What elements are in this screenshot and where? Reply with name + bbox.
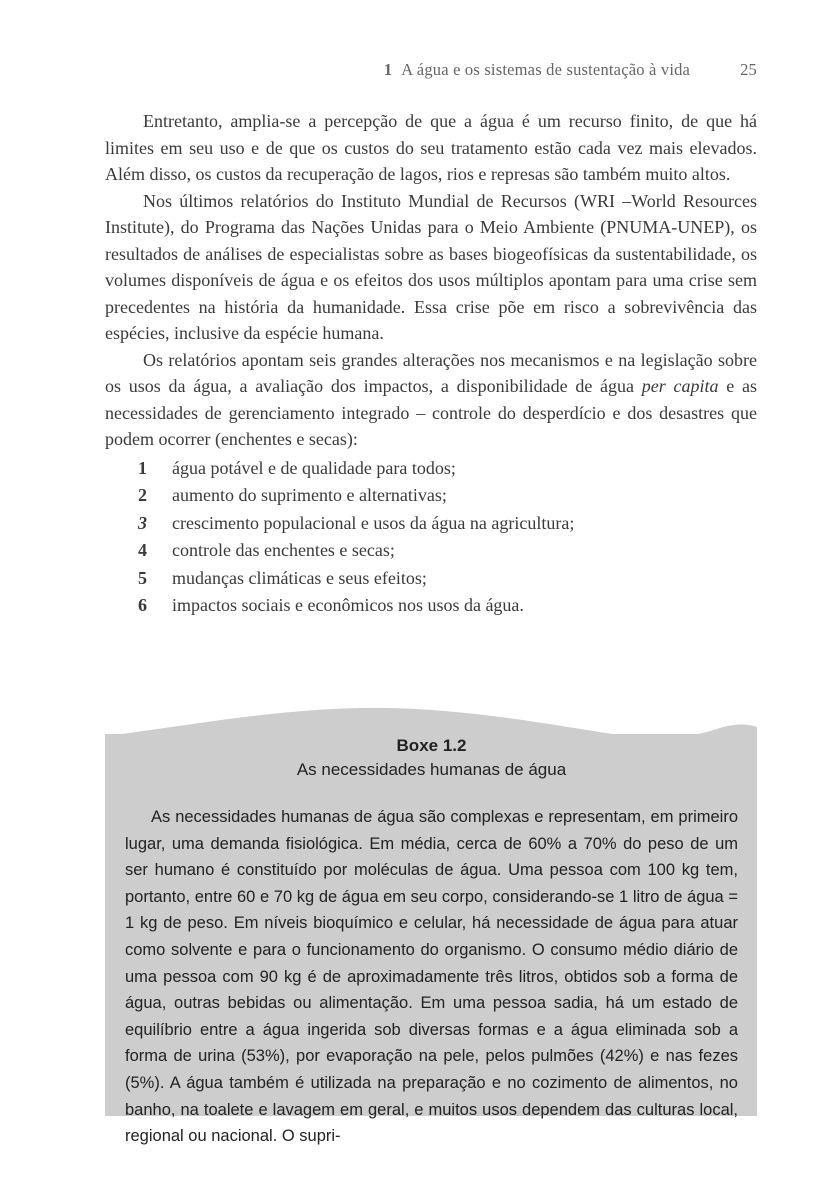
list-item-text: água potável e de qualidade para todos; [172, 457, 456, 478]
paragraph-3-before: Os relatórios apontam seis grandes alterações nos mecanismos e na legislação sobre os usos da água, a avaliação dos impactos, a disponibilidade de água [105, 349, 757, 396]
list-item-number: 1 [138, 457, 147, 478]
box-text: As necessidades humanas de água são complexas e representam, em primeiro lugar, uma demanda fisiológica. Em média, cerca de 60% a 70% do peso de um ser humano é constituído por moléculas de água. Uma pessoa com 100 kg tem, portanto, entre 60 e 70 kg de água em seu corpo, considerando-se 1 litro de água = 1 kg de peso. Em níveis bioquímico e celular, há necessidade de água para atuar como solvente e para o funcionamento do organismo. O consumo médio diário de uma pessoa com 90 kg é de aproximadamente três litros, obtidos sob a forma de água, outras bebidas ou alimentação. Em uma pessoa sadia, há um estado de equilíbrio entre a água ingerida sob diversas formas e a água eliminada sob a forma de urina (53%), por evaporação na pele, pelos pulmões (42%) e nas fezes (5%). A água também é utilizada na preparação e no cozimento de alimentos, no banho, na toalete e lavagem em geral, e muitos usos dependem das culturas local, regional ou nacional. O supri- [125, 808, 738, 1146]
chapter-title: A água e os sistemas de sustentação à vida [401, 60, 691, 79]
list-item-text: aumento do suprimento e alternativas; [172, 485, 447, 505]
list-item-number: 6 [138, 595, 147, 615]
paragraph-3-after: e as necessidades de gerenciamento integrado – controle do desperdício e dos desastres que podem ocorrer (enchentes e secas): [105, 376, 758, 449]
text-box-boxe-1-2 [105, 704, 757, 1146]
list-item [105, 455, 757, 483]
list-item-text: crescimento populacional e usos da água na agricultura; [172, 512, 575, 533]
paragraph-1: Entretanto, amplia-se a percepção de que a água é um recurso finito, de que há limites em seu uso e de que os custos do seu tratamento estão cada vez mais elevados. Além disso, os custos da recuperação de lagos, rios e represas são também muito altos. [105, 111, 757, 184]
paragraph-2: Nos últimos relatórios do Instituto Mundial de Recursos (WRI –World Resources Institute), do Programa das Nações Unidas para o Meio Ambiente (PNUMA-UNEP), os resultados de análises de especialistas sobre as bases biogeofísicas da sustentabilidade, os volumes disponíveis de água e os efeitos dos usos múltiplos apontam para uma crise sem precedentes na história da humanidade. Essa crise põe em risco a sobrevivência das espécies, inclusive da espécie humana. [105, 190, 757, 343]
list-item-number: 4 [138, 540, 147, 560]
body-copy [105, 108, 757, 620]
running-header [105, 60, 757, 80]
list-item [105, 592, 757, 620]
list-item [105, 482, 757, 510]
list-item-text: impactos sociais e econômicos nos usos da água. [172, 595, 524, 615]
list-item [105, 537, 757, 565]
list-item-text: controle das enchentes e secas; [172, 540, 395, 560]
box-body [105, 734, 757, 1146]
list-item-number: 2 [138, 485, 147, 505]
numbered-list [105, 455, 757, 620]
list-item [105, 510, 757, 538]
page-number: 25 [740, 60, 757, 79]
box-title: As necessidades humanas de água [296, 760, 567, 779]
list-item-text: mudanças climáticas e seus efeitos; [172, 567, 427, 588]
chapter-number: 1 [383, 60, 393, 79]
list-item-number: 5 [138, 567, 147, 588]
paragraph-3-italic: per capita [641, 376, 719, 396]
box-label: Boxe 1.2 [396, 736, 467, 755]
paragraph-3 [105, 347, 757, 453]
list-item-number: 3 [138, 512, 147, 533]
list-item [105, 565, 757, 593]
